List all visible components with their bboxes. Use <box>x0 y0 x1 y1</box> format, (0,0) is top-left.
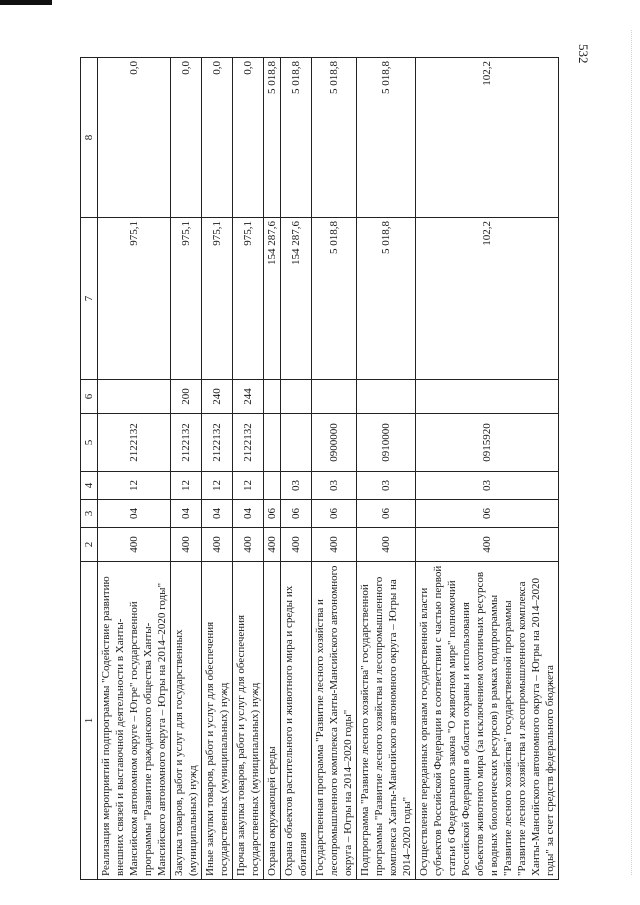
row-expense-type <box>264 380 281 414</box>
table-row <box>233 58 264 880</box>
rotated-table-container <box>80 58 600 880</box>
row-amount-8: 5 018,8 <box>357 58 416 218</box>
row-expense-type: 200 <box>171 380 202 414</box>
row-name: Охрана объектов растительного и животного мира и среды их обитания <box>281 562 312 880</box>
header-col-4: 4 <box>81 472 98 500</box>
header-col-6: 6 <box>81 380 98 414</box>
header-col-2: 2 <box>81 528 98 562</box>
row-section-code: 04 <box>171 500 202 528</box>
table-row <box>357 58 416 880</box>
row-target-code: 0900000 <box>312 414 357 472</box>
row-amount-7: 975,1 <box>171 218 202 380</box>
row-name: Подпрограмма "Развитие лесного хозяйства" государственной программы "Развитие лесного хозяйства и лесопромышленного комплекса Ханты-Мансийского автономного округа – Югры на 2014–2020 годы" <box>357 562 416 880</box>
row-name: Иные закупки товаров, работ и услуг для обеспечения государственных (муниципальных) нужд <box>202 562 233 880</box>
budget-table <box>80 57 559 880</box>
row-name: Прочая закупка товаров, работ и услуг для обеспечения государственных (муниципальных) нужд <box>233 562 264 880</box>
row-name: Реализация мероприятий подпрограммы "Содействие развитию внешних связей и выставочной деятельности в Ханты-Мансийском автономном округе – Югре" государственной программы "Развитие гражданского общества Ханты-Мансийского автономного округа – Югры на 2014–2020 годы" <box>98 562 171 880</box>
row-target-code: 2122132 <box>202 414 233 472</box>
row-amount-8: 5 018,8 <box>312 58 357 218</box>
row-section-code: 06 <box>264 500 281 528</box>
row-amount-7: 102,2 <box>416 218 559 380</box>
row-amount-7: 154 287,6 <box>281 218 312 380</box>
row-target-code: 2122132 <box>233 414 264 472</box>
row-ministry-code: 400 <box>202 528 233 562</box>
row-section-code: 06 <box>357 500 416 528</box>
row-ministry-code: 400 <box>312 528 357 562</box>
row-subsection-code: 03 <box>416 472 559 500</box>
table-row <box>416 58 559 880</box>
table-row <box>312 58 357 880</box>
row-expense-type <box>281 380 312 414</box>
scan-corner-mark <box>0 0 52 5</box>
row-section-code: 04 <box>202 500 233 528</box>
row-target-code: 2122132 <box>98 414 171 472</box>
row-amount-8: 0,0 <box>171 58 202 218</box>
row-amount-7: 5 018,8 <box>312 218 357 380</box>
row-amount-8: 0,0 <box>98 58 171 218</box>
row-section-code: 06 <box>416 500 559 528</box>
table-row <box>202 58 233 880</box>
row-ministry-code: 400 <box>264 528 281 562</box>
row-target-code: 0915920 <box>416 414 559 472</box>
row-expense-type: 240 <box>202 380 233 414</box>
row-expense-type <box>312 380 357 414</box>
row-amount-7: 5 018,8 <box>357 218 416 380</box>
row-target-code: 2122132 <box>171 414 202 472</box>
row-amount-7: 975,1 <box>202 218 233 380</box>
row-amount-7: 975,1 <box>233 218 264 380</box>
row-section-code: 06 <box>281 500 312 528</box>
row-expense-type: 244 <box>233 380 264 414</box>
row-ministry-code: 400 <box>416 528 559 562</box>
header-col-7: 7 <box>81 218 98 380</box>
row-subsection-code: 03 <box>357 472 416 500</box>
row-ministry-code: 400 <box>98 528 171 562</box>
row-section-code: 04 <box>98 500 171 528</box>
row-target-code: 0910000 <box>357 414 416 472</box>
row-subsection-code: 12 <box>171 472 202 500</box>
row-name: Осуществление переданных органам государственной власти субъектов Российской Федерации в соответствии с частью первой статьи 6 Федерального закона "О животном мире" полномочий Российской Федерации в области охраны и использования объектов животного мира (за исключением охотничьих ресурсов и водных биологических ресурсов) в рамках подпрограммы "Развитие лесного хозяйства" государственной программы "Развитие лесного хозяйства и лесопромышленного комплекса Ханты-Мансийского автономного округа – Югры на 2014–2020 годы" за счет средств федерального бюджета <box>416 562 559 880</box>
table-row <box>264 58 281 880</box>
row-section-code: 04 <box>233 500 264 528</box>
row-amount-8: 5 018,8 <box>264 58 281 218</box>
table-row <box>98 58 171 880</box>
row-ministry-code: 400 <box>233 528 264 562</box>
row-subsection-code: 03 <box>312 472 357 500</box>
row-subsection-code: 03 <box>281 472 312 500</box>
row-amount-7: 975,1 <box>98 218 171 380</box>
row-amount-7: 154 287,6 <box>264 218 281 380</box>
page-number: 532 <box>576 44 591 64</box>
row-subsection-code <box>264 472 281 500</box>
header-row <box>81 58 98 880</box>
row-target-code <box>281 414 312 472</box>
row-amount-8: 0,0 <box>202 58 233 218</box>
row-section-code: 06 <box>312 500 357 528</box>
scan-edge-dots <box>631 30 632 875</box>
row-ministry-code: 400 <box>357 528 416 562</box>
header-col-8: 8 <box>81 58 98 218</box>
table-row <box>281 58 312 880</box>
header-col-1: 1 <box>81 562 98 880</box>
row-amount-8: 0,0 <box>233 58 264 218</box>
row-expense-type <box>416 380 559 414</box>
row-expense-type <box>357 380 416 414</box>
row-expense-type <box>98 380 171 414</box>
row-amount-8: 5 018,8 <box>281 58 312 218</box>
header-col-5: 5 <box>81 414 98 472</box>
row-subsection-code: 12 <box>98 472 171 500</box>
row-name: Закупка товаров, работ и услуг для государственных (муниципальных) нужд <box>171 562 202 880</box>
row-amount-8: 102,2 <box>416 58 559 218</box>
row-name: Охрана окружающей среды <box>264 562 281 880</box>
row-ministry-code: 400 <box>171 528 202 562</box>
row-target-code <box>264 414 281 472</box>
row-ministry-code: 400 <box>281 528 312 562</box>
row-subsection-code: 12 <box>233 472 264 500</box>
row-subsection-code: 12 <box>202 472 233 500</box>
row-name: Государственная программа "Развитие лесного хозяйства и лесопромышленного комплекса Ханты-Мансийского автономного округа – Югры на 2014–2020 годы" <box>312 562 357 880</box>
header-col-3: 3 <box>81 500 98 528</box>
table-row <box>171 58 202 880</box>
